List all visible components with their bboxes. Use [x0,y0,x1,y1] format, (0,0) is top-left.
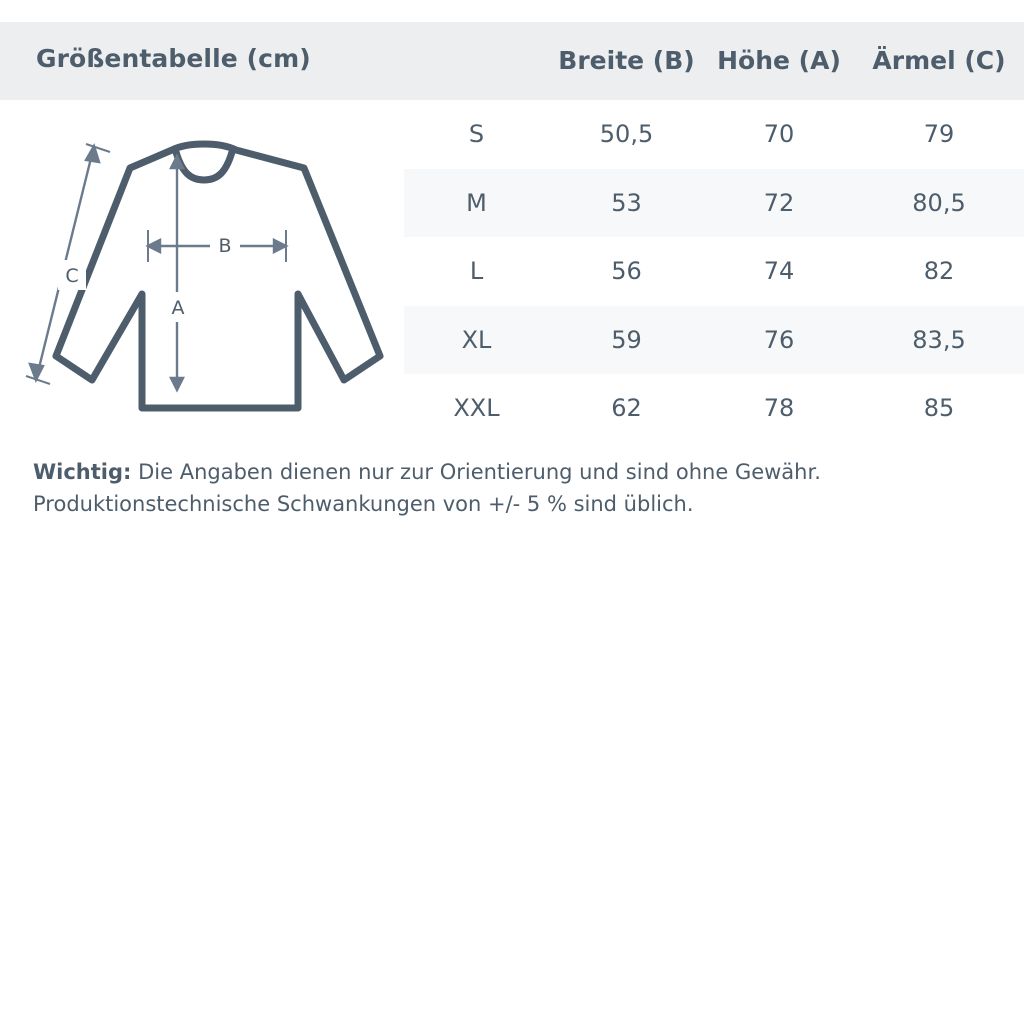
table-row [404,374,1024,443]
longsleeve-shirt-icon [56,144,380,408]
cell-size: S [468,120,485,149]
size-table-body [404,100,1024,443]
disclaimer-line-2: Produktionstechnische Schwankungen von +/- 5 % sind üblich. [33,492,694,516]
cell-height: 70 [763,120,795,149]
cell-width: 53 [611,188,642,217]
cell-width: 62 [611,394,642,423]
disclaimer-label: Wichtig: [33,460,132,484]
column-header-sleeve: Ärmel (C) [872,45,1006,75]
cell-width: 50,5 [599,120,654,149]
cell-height: 76 [763,325,795,354]
diagram-label-height: A [171,297,185,319]
disclaimer-line-1: Die Angaben dienen nur zur Orientierung und sind ohne Gewähr. [131,460,821,484]
cell-size: M [466,188,487,217]
cell-size: XL [461,325,492,354]
cell-height: 78 [763,394,795,423]
diagram-label-sleeve: C [65,265,79,287]
cell-size: L [469,257,484,286]
page-title: Größentabelle (cm) [36,44,311,73]
disclaimer-note [33,456,993,520]
cell-width: 56 [611,257,642,286]
cell-height: 74 [763,257,795,286]
cell-width: 59 [611,325,642,354]
column-header-width: Breite (B) [558,45,695,75]
table-row [404,100,1024,169]
table-header-row [404,40,1024,80]
table-row [404,306,1024,375]
cell-sleeve: 79 [923,120,955,149]
cell-size: XXL [453,394,500,423]
cell-sleeve: 82 [923,257,955,286]
column-header-height: Höhe (A) [717,45,841,75]
cell-sleeve: 83,5 [912,325,966,354]
table-row [404,169,1024,238]
garment-diagram [14,118,404,438]
cell-height: 72 [763,188,795,217]
cell-sleeve: 85 [923,394,955,423]
cell-sleeve: 80,5 [912,188,966,217]
diagram-label-width: B [218,235,232,257]
table-row [404,237,1024,306]
